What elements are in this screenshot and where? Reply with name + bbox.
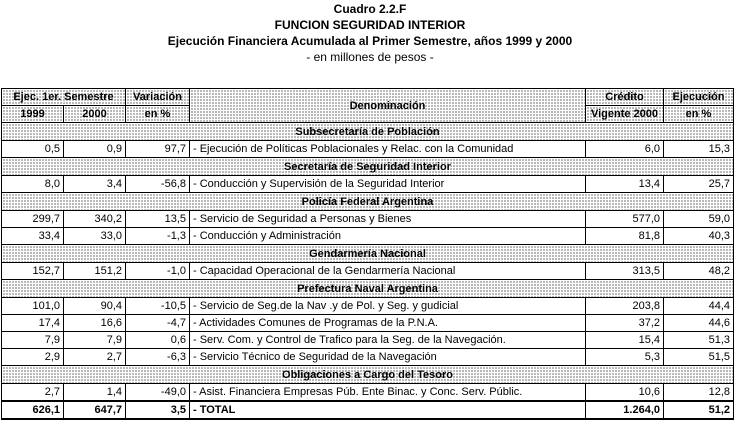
value-1999: 101,0 [2, 298, 64, 315]
value-2000: 90,4 [64, 298, 126, 315]
table-row [2, 211, 734, 228]
credit-2000: 81,8 [586, 228, 664, 245]
total-denomination: - TOTAL [190, 401, 586, 419]
table-row [2, 315, 734, 332]
header-variacion: Variación [126, 89, 190, 106]
variation-pct: -10,5 [126, 298, 190, 315]
execution-pct: 15,3 [664, 141, 734, 158]
header-2000: 2000 [64, 106, 126, 123]
denomination: - Servicio Técnico de Seguridad de la Navegación [190, 349, 586, 366]
execution-pct: 25,7 [664, 176, 734, 193]
header-variacion-pct: en % [126, 106, 190, 123]
credit-2000: 37,2 [586, 315, 664, 332]
units-note: - en millones de pesos - [306, 50, 434, 64]
value-2000: 33,0 [64, 228, 126, 245]
variation-pct: -56,8 [126, 176, 190, 193]
section-title: Secretaría de Seguridad Interior [2, 158, 734, 176]
value-1999: 33,4 [2, 228, 64, 245]
credit-2000: 13,4 [586, 176, 664, 193]
table-body [2, 123, 734, 420]
credit-2000: 313,5 [586, 263, 664, 280]
function-title: FUNCION SEGURIDAD INTERIOR [274, 18, 466, 32]
value-1999: 17,4 [2, 315, 64, 332]
section-row [2, 193, 734, 211]
value-1999: 2,7 [2, 384, 64, 402]
section-title: Obligaciones a Cargo del Tesoro [2, 366, 734, 384]
variation-pct: 97,7 [126, 141, 190, 158]
report-description: Ejecución Financiera Acumulada al Primer Semestre, años 1999 y 2000 [167, 34, 573, 48]
execution-pct: 12,8 [664, 384, 734, 402]
value-1999: 8,0 [2, 176, 64, 193]
denomination: - Servicio de Seguridad a Personas y Bienes [190, 211, 586, 228]
total-row [2, 401, 734, 419]
section-title: Prefectura Naval Argentina [2, 280, 734, 298]
table-row [2, 228, 734, 245]
table-row [2, 298, 734, 315]
value-2000: 340,2 [64, 211, 126, 228]
total-variation-pct: 3,5 [126, 401, 190, 419]
value-2000: 2,7 [64, 349, 126, 366]
header-ejecucion-pct: en % [664, 106, 734, 123]
value-2000: 1,4 [64, 384, 126, 402]
report-titles [0, 1, 740, 65]
denomination: - Capacidad Operacional de la Gendarmería Nacional [190, 263, 586, 280]
credit-2000: 577,0 [586, 211, 664, 228]
table-row [2, 141, 734, 158]
variation-pct: 13,5 [126, 211, 190, 228]
header-ejec-semestre: Ejec. 1er. Semestre [2, 89, 126, 106]
execution-pct: 59,0 [664, 211, 734, 228]
credit-2000: 203,8 [586, 298, 664, 315]
total-value-2000: 647,7 [64, 401, 126, 419]
value-1999: 2,9 [2, 349, 64, 366]
table-row [2, 176, 734, 193]
denomination: - Actividades Comunes de Programas de la P.N.A. [190, 315, 586, 332]
variation-pct: -1,0 [126, 263, 190, 280]
denomination: - Conducción y Supervisión de la Seguridad Interior [190, 176, 586, 193]
section-row [2, 366, 734, 384]
execution-pct: 48,2 [664, 263, 734, 280]
section-row [2, 245, 734, 263]
header-vigente: Vigente 2000 [586, 106, 664, 123]
variation-pct: -4,7 [126, 315, 190, 332]
value-1999: 7,9 [2, 332, 64, 349]
value-1999: 299,7 [2, 211, 64, 228]
header-credito: Crédito [586, 89, 664, 106]
table-row [2, 384, 734, 402]
credit-2000: 10,6 [586, 384, 664, 402]
table-row [2, 349, 734, 366]
denomination: - Serv. Com. y Control de Trafico para la Seg. de la Navegación. [190, 332, 586, 349]
credit-2000: 5,3 [586, 349, 664, 366]
variation-pct: 0,6 [126, 332, 190, 349]
variation-pct: -49,0 [126, 384, 190, 402]
credit-2000: 15,4 [586, 332, 664, 349]
execution-pct: 44,4 [664, 298, 734, 315]
value-2000: 7,9 [64, 332, 126, 349]
variation-pct: -1,3 [126, 228, 190, 245]
financial-table [1, 88, 734, 420]
table-row [2, 332, 734, 349]
execution-pct: 44,6 [664, 315, 734, 332]
value-2000: 3,4 [64, 176, 126, 193]
denomination: - Ejecución de Políticas Poblacionales y Relac. con la Comunidad [190, 141, 586, 158]
section-title: Subsecretaría de Población [2, 123, 734, 141]
total-credit-2000: 1.264,0 [586, 401, 664, 419]
section-row [2, 158, 734, 176]
value-1999: 0,5 [2, 141, 64, 158]
table-row [2, 263, 734, 280]
value-2000: 0,9 [64, 141, 126, 158]
denomination: - Servicio de Seg.de la Nav .y de Pol. y Seg. y gudicial [190, 298, 586, 315]
value-2000: 151,2 [64, 263, 126, 280]
header-ejecucion: Ejecución [664, 89, 734, 106]
header-denominacion: Denominación [190, 89, 586, 123]
section-row [2, 280, 734, 298]
execution-pct: 51,3 [664, 332, 734, 349]
denomination: - Conducción y Administración [190, 228, 586, 245]
execution-pct: 51,5 [664, 349, 734, 366]
credit-2000: 6,0 [586, 141, 664, 158]
header-1999: 1999 [2, 106, 64, 123]
denomination: - Asist. Financiera Empresas Púb. Ente Binac. y Conc. Serv. Públic. [190, 384, 586, 402]
total-execution-pct: 51,2 [664, 401, 734, 419]
execution-pct: 40,3 [664, 228, 734, 245]
section-title: Gendarmería Nacional [2, 245, 734, 263]
value-2000: 16,6 [64, 315, 126, 332]
section-title: Policía Federal Argentina [2, 193, 734, 211]
section-row [2, 123, 734, 141]
total-value-1999: 626,1 [2, 401, 64, 419]
header-row-1 [2, 89, 734, 106]
table-number: Cuadro 2.2.F [333, 2, 407, 16]
value-1999: 152,7 [2, 263, 64, 280]
variation-pct: -6,3 [126, 349, 190, 366]
